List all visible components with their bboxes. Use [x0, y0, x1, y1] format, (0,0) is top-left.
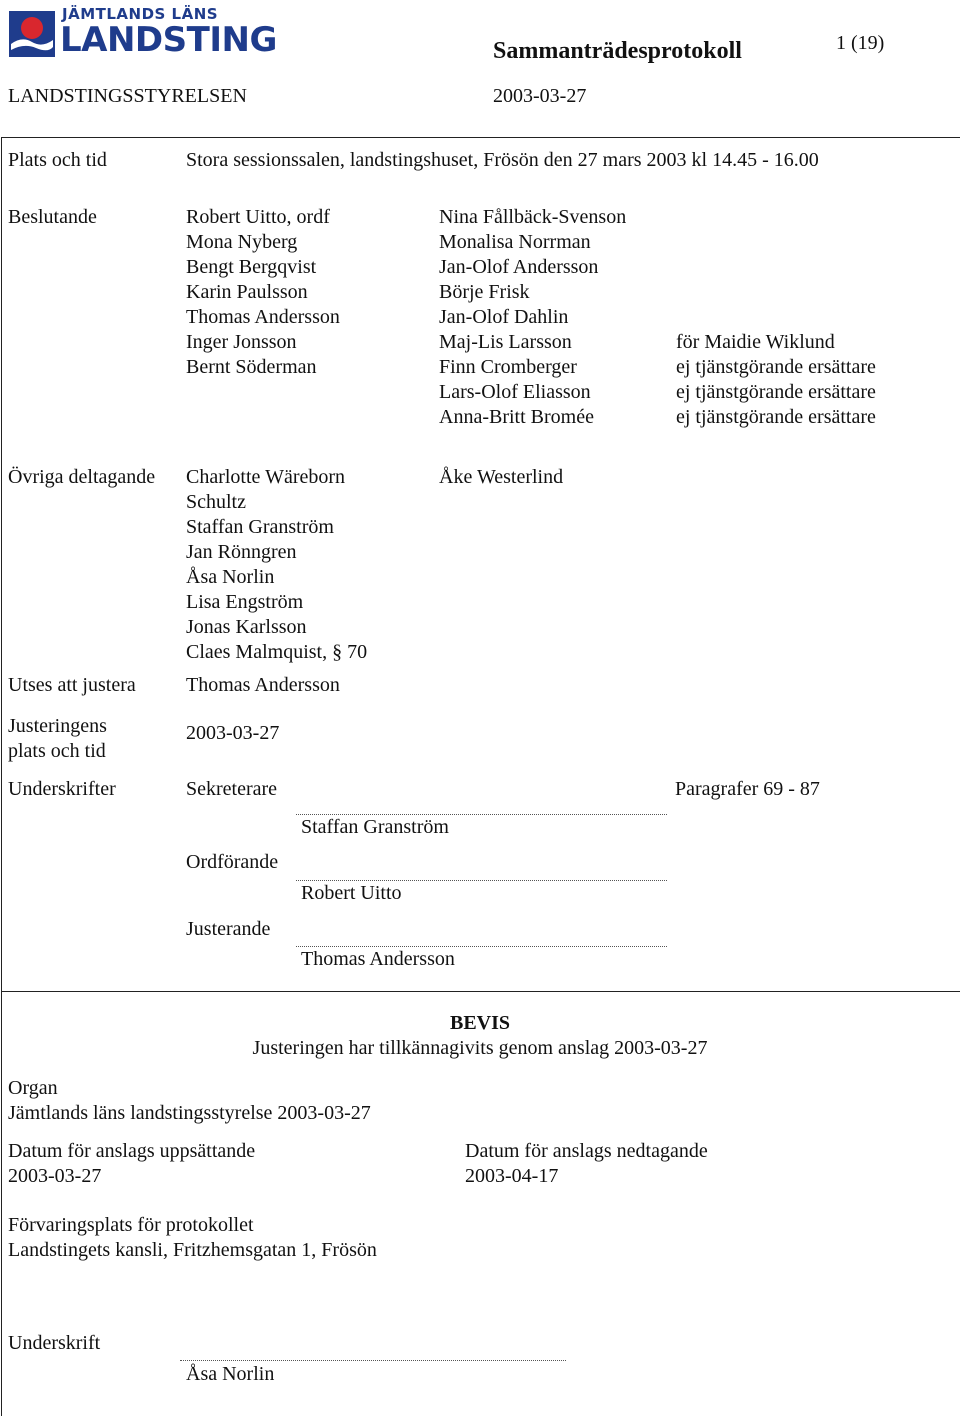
bevis-title: BEVIS [449, 1012, 511, 1034]
place-time-value: Stora sessionssalen, landstingshuset, Frösön den 27 mars 2003 kl 14.45 - 16.00 [186, 149, 819, 171]
paragrafer-range: Paragrafer 69 - 87 [675, 778, 820, 800]
justeringens-value: 2003-03-27 [186, 722, 280, 744]
list-item: Nina Fållbäck-Svenson [439, 206, 627, 228]
doc-type-title: Sammanträdesprotokoll [493, 38, 742, 64]
frame-left-line [1, 137, 2, 1416]
ovriga-label: Övriga deltagande [8, 466, 156, 488]
page-number: 1 (19) [836, 32, 885, 54]
landsting-emblem-icon [8, 10, 56, 58]
list-item: Åke Westerlind [439, 466, 564, 488]
sekreterare-name: Staffan Granström [301, 816, 449, 838]
beslutande-label: Beslutande [8, 206, 97, 228]
organ-label: Organ [8, 1077, 58, 1099]
list-item: Bernt Söderman [186, 356, 317, 378]
list-item: Staffan Granström [186, 516, 334, 538]
list-item: Claes Malmquist, § 70 [186, 641, 368, 663]
justeringens-label [8, 714, 107, 764]
sekreterare-label: Sekreterare [186, 778, 278, 800]
list-item: Lisa Engström [186, 591, 304, 613]
ordforande-label: Ordförande [186, 851, 279, 873]
list-item: ej tjänstgörande ersättare [676, 406, 876, 428]
ovriga-col1 [186, 465, 367, 665]
underskrift-name: Åsa Norlin [186, 1363, 275, 1385]
list-item: Inger Jonsson [186, 331, 297, 353]
list-item: Robert Uitto, ordf [186, 206, 330, 228]
beslutande-col3 [676, 330, 876, 430]
place-time-label: Plats och tid [8, 149, 107, 171]
list-item: Lars-Olof Eliasson [439, 381, 591, 403]
forvaring-label: Förvaringsplats för protokollet [8, 1214, 254, 1236]
justerande-label: Justerande [186, 918, 271, 940]
bevis-text: Justeringen har tillkännagivits genom anslag 2003-03-27 [252, 1037, 708, 1059]
organization-name: LANDSTINGSSTYRELSEN [8, 85, 247, 107]
justera-label: Utses att justera [8, 674, 136, 696]
justera-value: Thomas Andersson [186, 674, 340, 696]
list-item: Anna-Britt Bromée [439, 406, 594, 428]
list-item: Bengt Bergqvist [186, 256, 317, 278]
ovriga-col2 [439, 465, 563, 490]
list-item: Jonas Karlsson [186, 616, 307, 638]
list-item: Monalisa Norrman [439, 231, 591, 253]
uppsattande-value: 2003-03-27 [8, 1165, 102, 1187]
underskrift-label: Underskrift [8, 1332, 101, 1354]
list-item: Mona Nyberg [186, 231, 298, 253]
list-item: Finn Cromberger [439, 356, 577, 378]
ordforande-name: Robert Uitto [301, 882, 402, 904]
list-item: Karin Paulsson [186, 281, 308, 303]
list-item: Charlotte Wäreborn [186, 466, 346, 488]
list-item: Thomas Andersson [186, 306, 340, 328]
list-item: Jan-Olof Dahlin [439, 306, 569, 328]
uppsattande-label: Datum för anslags uppsättande [8, 1140, 256, 1162]
nedtagande-value: 2003-04-17 [465, 1165, 559, 1187]
list-item: Åsa Norlin [186, 566, 275, 588]
list-item: ej tjänstgörande ersättare [676, 356, 876, 378]
logo-line1: JÄMTLANDS LÄNS [62, 5, 219, 23]
header-date: 2003-03-27 [493, 85, 587, 107]
section-divider [1, 991, 960, 992]
list-item: Börje Frisk [439, 281, 530, 303]
frame-top-line [1, 137, 960, 138]
list-item: ej tjänstgörande ersättare [676, 381, 876, 403]
beslutande-col1 [186, 205, 340, 380]
list-item: för Maidie Wiklund [676, 331, 835, 353]
organ-value: Jämtlands läns landstingsstyrelse 2003-03-27 [8, 1102, 371, 1124]
nedtagande-label: Datum för anslags nedtagande [465, 1140, 708, 1162]
list-item: Jan Rönngren [186, 541, 297, 563]
list-item: Maj-Lis Larsson [439, 331, 572, 353]
underskrifter-label: Underskrifter [8, 778, 116, 800]
landsting-logo [8, 6, 278, 60]
list-item: Jan-Olof Andersson [439, 256, 599, 278]
justerande-name: Thomas Andersson [301, 948, 455, 970]
forvaring-value: Landstingets kansli, Fritzhemsgatan 1, Frösön [8, 1239, 377, 1261]
beslutande-col2 [439, 205, 626, 430]
list-item: Schultz [186, 491, 246, 513]
underskrift-signature-line [180, 1360, 566, 1361]
justeringens-label-line2: plats och tid [8, 740, 106, 762]
justeringens-label-line1: Justeringens [8, 715, 107, 737]
logo-line2: LANDSTING [60, 20, 277, 60]
